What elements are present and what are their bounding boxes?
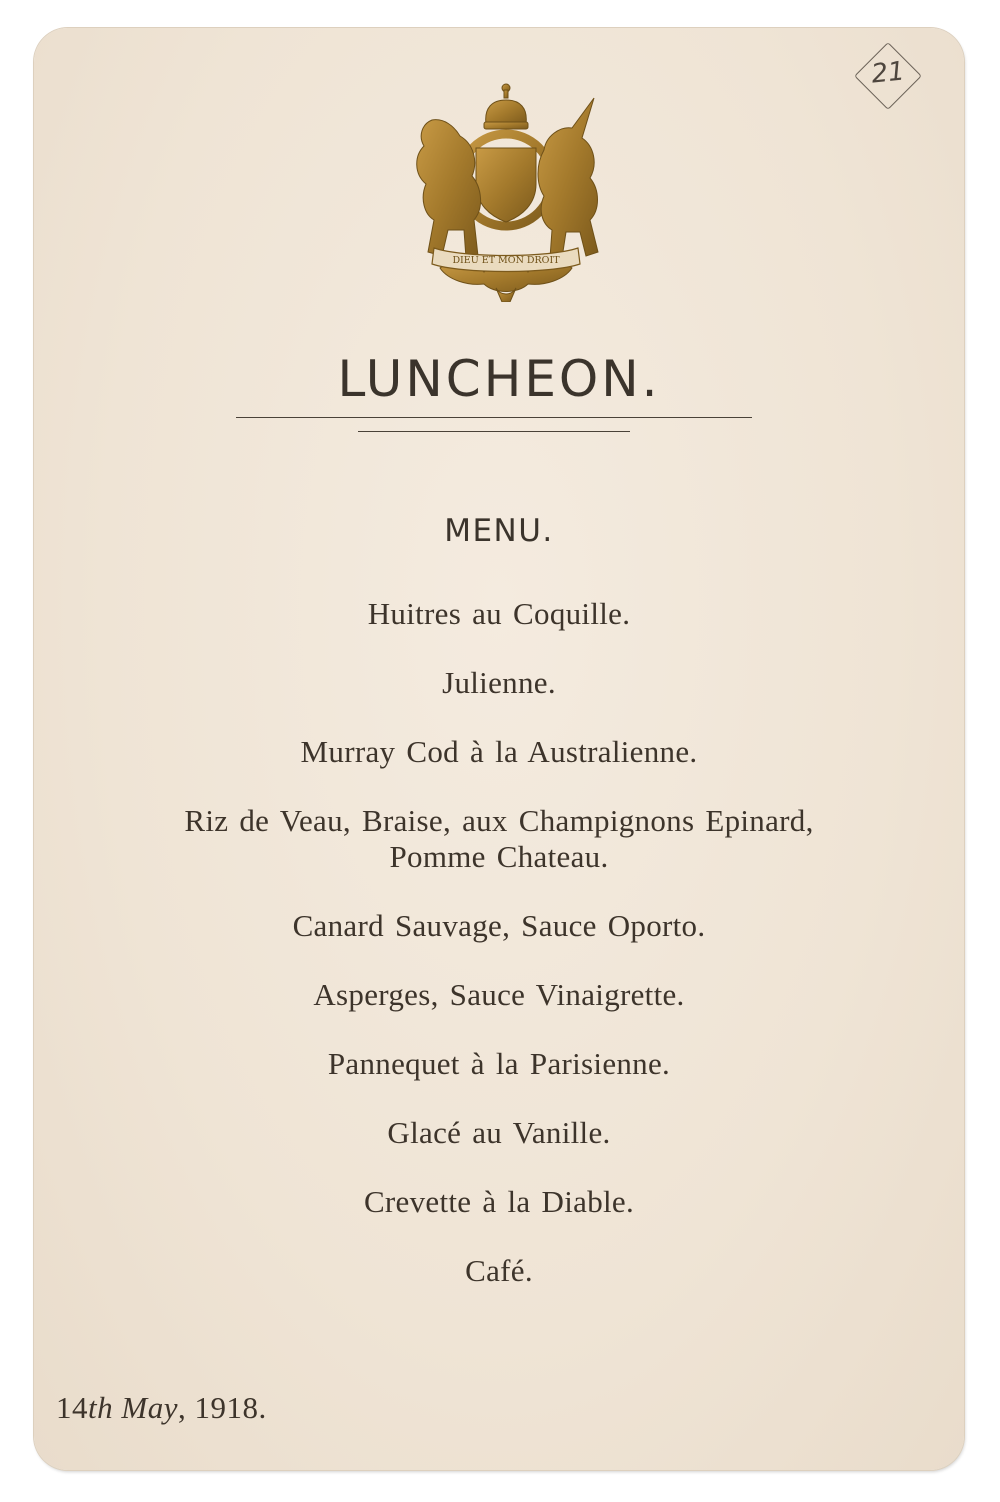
menu-date (56, 1390, 267, 1426)
menu-item-line: Riz de Veau, Braise, aux Champignons Epinard, (184, 803, 814, 838)
menu-item (34, 665, 964, 701)
page-title: LUNCHEON. (337, 350, 661, 408)
date-day: 14 (56, 1390, 88, 1425)
menu-list (34, 596, 964, 1322)
date-ordinal: th (88, 1390, 114, 1425)
menu-item-line: Canard Sauvage, Sauce Oporto. (292, 908, 706, 943)
date-month: May (121, 1390, 178, 1425)
inventory-number-mark (852, 40, 924, 112)
date-year: , 1918. (177, 1390, 267, 1425)
menu-item-line: Café. (465, 1253, 533, 1288)
menu-item (34, 977, 964, 1013)
menu-item (34, 908, 964, 944)
menu-item-line: Huitres au Coquille. (367, 596, 631, 631)
menu-item (34, 1253, 964, 1289)
menu-item-line: Pannequet à la Parisienne. (327, 1046, 671, 1081)
inventory-number: 21 (869, 56, 907, 90)
royal-coat-of-arms-icon (404, 80, 608, 302)
menu-item (34, 803, 964, 875)
menu-item (34, 734, 964, 770)
menu-item (34, 1115, 964, 1151)
menu-item (34, 596, 964, 632)
crest-motto: DIEU ET MON DROIT (452, 255, 560, 266)
title-underline (236, 417, 752, 418)
menu-item (34, 1184, 964, 1220)
menu-card (34, 28, 964, 1470)
menu-item-line: Pomme Chateau. (389, 839, 609, 874)
menu-item-line: Asperges, Sauce Vinaigrette. (313, 977, 685, 1012)
menu-heading: MENU. (444, 513, 554, 549)
menu-item-line: Crevette à la Diable. (363, 1184, 635, 1219)
menu-item-line: Murray Cod à la Australienne. (300, 734, 698, 769)
menu-item-line: Julienne. (442, 665, 556, 700)
menu-item (34, 1046, 964, 1082)
menu-item-line: Glacé au Vanille. (387, 1115, 611, 1150)
title-underline-short (358, 431, 630, 432)
